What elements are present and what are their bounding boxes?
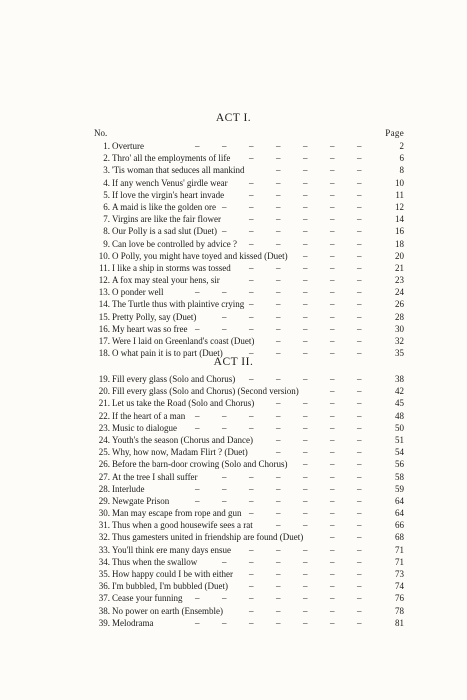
toc-entry (0, 446, 467, 458)
leader-dashes: – – – – – (249, 348, 362, 359)
toc-entry (0, 422, 467, 434)
entry-title: Youth's the season (Chorus and Dance) (112, 434, 253, 445)
entry-page: 64 (395, 495, 404, 506)
toc-entry (0, 201, 467, 213)
entry-number: 2. (103, 153, 110, 164)
entry-page: 11 (395, 189, 404, 200)
leader-dashes: – – – – – (249, 299, 362, 310)
entry-title: Music to dialogue (112, 422, 177, 433)
entry-number: 38. (98, 605, 110, 616)
toc-entry (0, 213, 467, 225)
entry-number: 11. (99, 262, 110, 273)
toc-entry (0, 531, 467, 543)
act-1-heading: ACT I. (215, 112, 252, 124)
toc-entry (0, 410, 467, 422)
toc-entry (0, 483, 467, 495)
entry-page: 23 (395, 275, 404, 286)
entry-title: At the tree I shall suffer (112, 471, 198, 482)
leader-dashes: – – – – – (249, 214, 362, 225)
entry-page: 76 (395, 593, 404, 604)
entry-number: 21. (98, 398, 110, 409)
leader-dashes: – – – – (276, 165, 362, 176)
leader-dashes: – – – – – – – (195, 141, 362, 151)
leader-dashes: – – – – – (249, 569, 362, 579)
entry-number: 34. (98, 556, 110, 567)
entry-page: 45 (395, 398, 404, 409)
leader-dashes: – – – – – – (222, 471, 362, 482)
entry-page: 71 (395, 556, 404, 567)
entry-number: 4. (103, 177, 110, 188)
toc-entry (0, 140, 467, 152)
toc-entry (0, 286, 467, 298)
entry-page: 42 (395, 386, 404, 397)
entry-title: The Turtle thus with plaintive crying (112, 299, 245, 310)
toc-entry (0, 335, 467, 347)
leader-dashes: – – – – (276, 336, 362, 346)
toc-entry (0, 373, 467, 385)
entry-title: Our Polly is a sad slut (Duet) (112, 226, 217, 237)
toc-entry (0, 434, 467, 446)
leader-dashes: – – – – – – (222, 226, 362, 237)
leader-dashes: – – – – – – (222, 201, 362, 212)
act-2-heading: ACT II. (213, 356, 254, 368)
leader-dashes: – – – – – – (222, 556, 362, 567)
entry-page: 16 (395, 226, 404, 237)
entry-title: No power on earth (Ensemble) (112, 605, 223, 616)
entry-number: 20. (98, 386, 110, 397)
entry-number: 17. (98, 336, 110, 346)
entry-page: 38 (395, 374, 404, 384)
entry-title: Overture (112, 141, 144, 151)
toc-entry (0, 250, 467, 262)
entry-page: 2 (399, 141, 404, 151)
entry-page: 28 (395, 311, 404, 322)
leader-dashes: – – – – – (249, 238, 362, 249)
leader-dashes: – – – – – (249, 153, 362, 164)
toc-entry (0, 617, 467, 629)
leader-dashes: – – – – – – – (195, 495, 362, 506)
toc-entry (0, 471, 467, 483)
entry-page: 50 (395, 422, 404, 433)
entry-number: 19. (98, 374, 110, 384)
act-1-list (0, 140, 467, 359)
entry-number: 37. (98, 593, 110, 604)
entry-page: 10 (395, 177, 404, 188)
entry-title: Newgate Prison (112, 495, 170, 506)
leader-dashes: – – – – – (249, 189, 362, 200)
entry-title: Man may escape from rope and gun (112, 508, 242, 519)
entry-page: 58 (395, 471, 404, 482)
entry-number: 7. (103, 214, 110, 225)
entry-title: Why, how now, Madam Flirt ? (Duet) (112, 447, 248, 458)
leader-dashes: – – – – (276, 398, 362, 409)
entry-title: If any wench Venus' girdle wear (112, 177, 228, 188)
entry-number: 23. (98, 422, 110, 433)
leader-dashes: – – – – (276, 447, 362, 458)
entry-title: Thus when a good housewife sees a rat (112, 520, 253, 531)
toc-entry (0, 262, 467, 274)
entry-title: Were I laid on Greenland's coast (Duet) (112, 336, 255, 346)
leader-dashes: – – – – – (249, 374, 362, 384)
toc-entry (0, 225, 467, 237)
number-column-header: No. (94, 128, 108, 138)
entry-title: You'll think ere many days ensue (112, 544, 231, 555)
entry-title: A maid is like the golden ore (112, 201, 216, 212)
leader-dashes: – – – – – (249, 605, 362, 616)
entry-title: Interlude (112, 483, 145, 494)
entry-number: 28. (98, 483, 110, 494)
entry-number: 13. (98, 287, 110, 298)
entry-number: 25. (98, 447, 110, 458)
entry-title: Thus when the swallow (112, 556, 198, 567)
entry-number: 29. (98, 495, 110, 506)
entry-page: 66 (395, 520, 404, 531)
leader-dashes: – – – – – – – (195, 483, 362, 494)
entry-page: 71 (395, 544, 404, 555)
entry-number: 16. (98, 323, 110, 334)
entry-title: Virgins are like the fair flower (112, 214, 222, 225)
toc-entry (0, 556, 467, 568)
entry-page: 81 (395, 617, 404, 628)
entry-page: 64 (395, 508, 404, 519)
leader-dashes: – – (330, 386, 362, 397)
entry-number: 12. (98, 275, 110, 286)
toc-entry (0, 507, 467, 519)
toc-entry (0, 298, 467, 310)
entry-page: 68 (395, 532, 404, 543)
leader-dashes: – – – – – (249, 262, 362, 273)
leader-dashes: – – – – – (249, 177, 362, 188)
entry-title: Before the barn-door crowing (Solo and Chorus) (112, 459, 288, 470)
entry-number: 8. (103, 226, 110, 237)
entry-page: 54 (395, 447, 404, 458)
entry-number: 15. (98, 311, 110, 322)
entry-title: Melodrama (112, 617, 154, 628)
page-column-header: Page (385, 128, 404, 138)
entry-title: O Polly, you might have toyed and kissed (Duet) (112, 250, 288, 261)
entry-title: Fill every glass (Solo and Chorus) (Second version) (112, 386, 299, 397)
entry-page: 14 (395, 214, 404, 225)
entry-number: 14. (98, 299, 110, 310)
entry-title: Thro' all the employments of life (112, 153, 231, 164)
entry-number: 3. (103, 165, 110, 176)
entry-number: 35. (98, 569, 110, 579)
entry-number: 18. (98, 348, 110, 359)
entry-page: 26 (395, 299, 404, 310)
leader-dashes: – – – – (276, 434, 362, 445)
entry-title: I'm bubbled, I'm bubbled (Duet) (112, 581, 228, 592)
leader-dashes: – – – – – – – (195, 287, 362, 298)
entry-number: 10. (98, 250, 110, 261)
entry-page: 21 (395, 262, 404, 273)
toc-entry (0, 519, 467, 531)
entry-page: 51 (395, 434, 404, 445)
entry-page: 73 (395, 569, 404, 579)
leader-dashes: – – – – – – – (195, 593, 362, 604)
entry-page: 56 (395, 459, 404, 470)
entry-page: 12 (395, 201, 404, 212)
leader-dashes: – – – – (276, 520, 362, 531)
entry-number: 24. (98, 434, 110, 445)
leader-dashes: – – – – – (249, 275, 362, 286)
toc-entry (0, 605, 467, 617)
entry-number: 30. (98, 508, 110, 519)
entry-page: 18 (395, 238, 404, 249)
entry-page: 48 (395, 410, 404, 421)
entry-number: 36. (98, 581, 110, 592)
leader-dashes: – – – – – – – (195, 410, 362, 421)
entry-number: 33. (98, 544, 110, 555)
toc-entry (0, 274, 467, 286)
toc-entry (0, 385, 467, 397)
toc-entry (0, 311, 467, 323)
entry-title: 'Tis woman that seduces all mankind (112, 165, 245, 176)
toc-entry (0, 397, 467, 409)
entry-number: 22. (98, 410, 110, 421)
entry-title: Let us take the Road (Solo and Chorus) (112, 398, 255, 409)
entry-title: Pretty Polly, say (Duet) (112, 311, 197, 322)
leader-dashes: – – (330, 532, 362, 543)
entry-number: 27. (98, 471, 110, 482)
entry-title: How happy could I be with either (112, 569, 233, 579)
leader-dashes: – – – – – – (222, 311, 362, 322)
entry-number: 1. (103, 141, 110, 151)
entry-title: O what pain it is to part (Duet) (112, 348, 223, 359)
entry-title: Thus gamesters united in friendship are found (Duet) (112, 532, 304, 543)
toc-entry (0, 544, 467, 556)
toc-entry (0, 495, 467, 507)
toc-entry (0, 568, 467, 580)
entry-number: 6. (103, 201, 110, 212)
entry-title: My heart was so free (112, 323, 188, 334)
entry-number: 39. (98, 617, 110, 628)
toc-entry (0, 592, 467, 604)
leader-dashes: – – – (303, 459, 362, 470)
entry-page: 35 (395, 348, 404, 359)
entry-title: If the heart of a man (112, 410, 186, 421)
entry-number: 31. (98, 520, 110, 531)
entry-page: 32 (395, 336, 404, 346)
leader-dashes: – – – – – (249, 544, 362, 555)
entry-page: 30 (395, 323, 404, 334)
entry-page: 20 (395, 250, 404, 261)
leader-dashes: – – – – – – – (195, 422, 362, 433)
leader-dashes: – – – – – – – (195, 617, 362, 628)
entry-title: O ponder well (112, 287, 164, 298)
leader-dashes: – – – – – – – (195, 323, 362, 334)
entry-number: 9. (103, 238, 110, 249)
entry-page: 6 (399, 153, 404, 164)
entry-title: Cease your funning (112, 593, 183, 604)
act-2-list (0, 373, 467, 629)
toc-entry (0, 323, 467, 335)
entry-page: 59 (395, 483, 404, 494)
entry-title: Fill every glass (Solo and Chorus) (112, 374, 236, 384)
toc-entry (0, 238, 467, 250)
leader-dashes: – – – (303, 250, 362, 261)
toc-entry (0, 580, 467, 592)
entry-number: 26. (98, 459, 110, 470)
entry-title: If love the virgin's heart invade (112, 189, 225, 200)
toc-entry (0, 164, 467, 176)
entry-page: 8 (399, 165, 404, 176)
entry-page: 78 (395, 605, 404, 616)
toc-entry (0, 152, 467, 164)
entry-title: Can love be controlled by advice ? (112, 238, 237, 249)
leader-dashes: – – – – – (249, 508, 362, 519)
entry-title: A fox may steal your hens, sir (112, 275, 220, 286)
entry-page: 74 (395, 581, 404, 592)
toc-entry (0, 458, 467, 470)
toc-entry (0, 177, 467, 189)
entry-number: 5. (103, 189, 110, 200)
entry-title: I like a ship in storms was tossed (112, 262, 231, 273)
toc-entry (0, 189, 467, 201)
leader-dashes: – – – – – (249, 581, 362, 592)
entry-number: 32. (98, 532, 110, 543)
entry-page: 24 (395, 287, 404, 298)
